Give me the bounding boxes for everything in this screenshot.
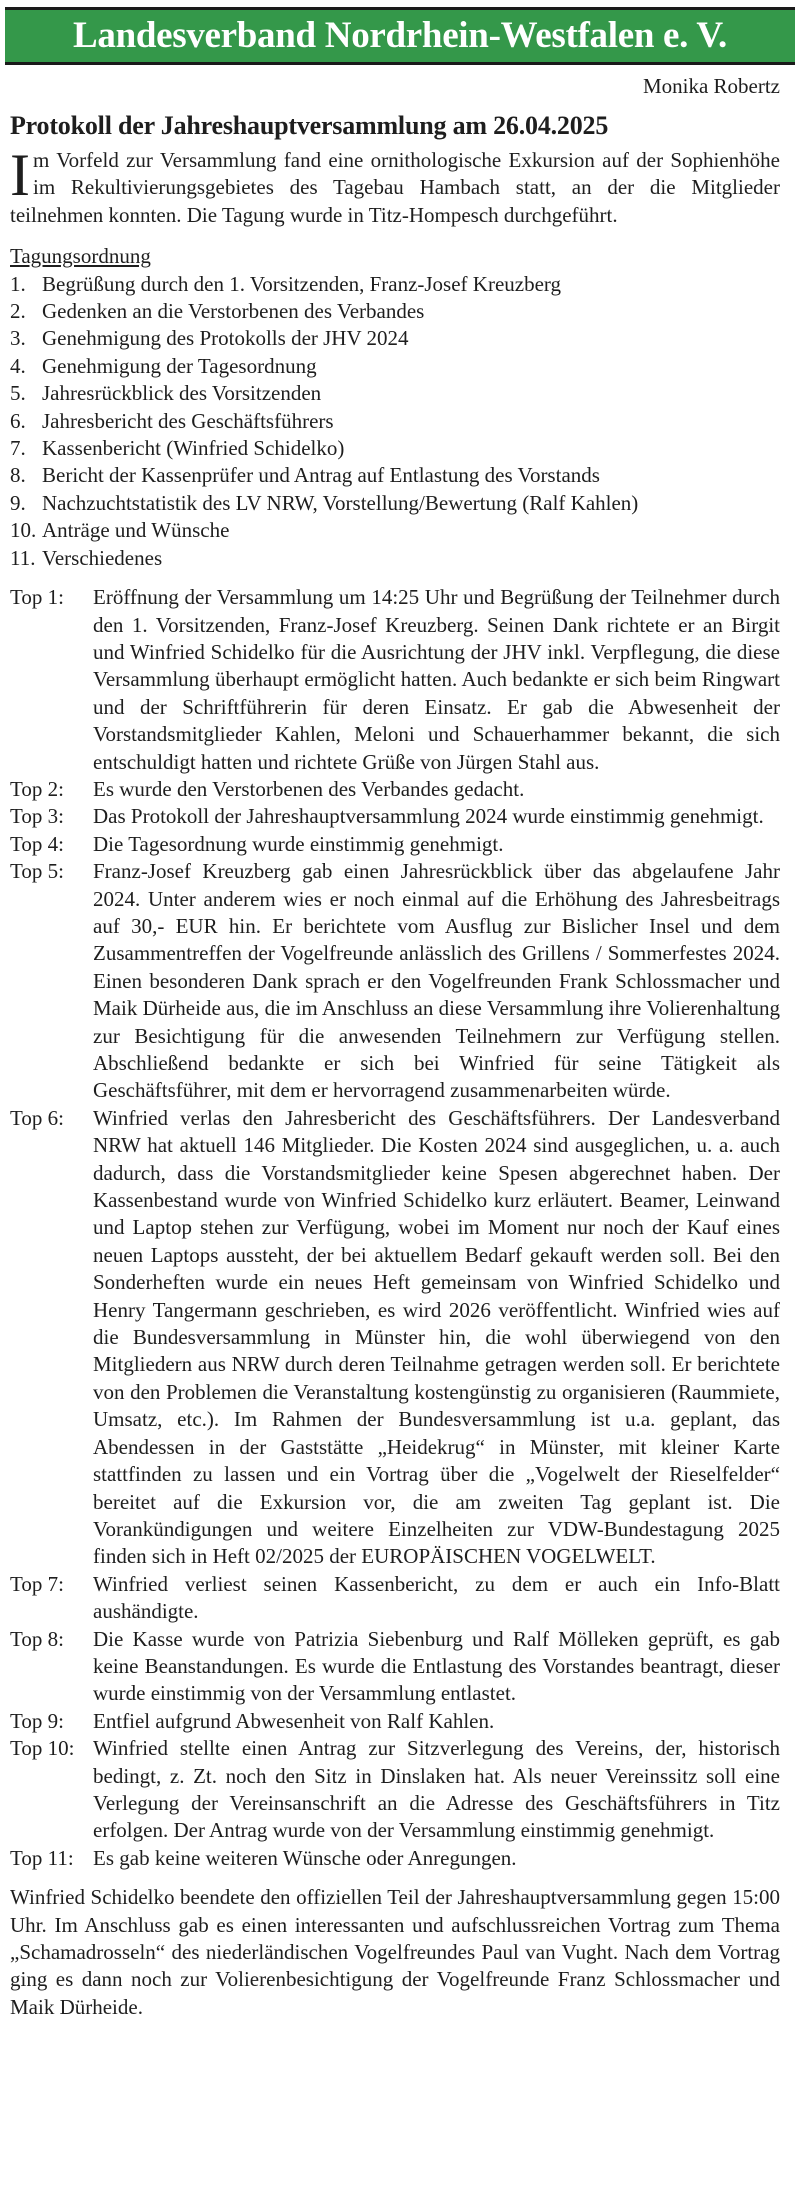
minutes-item: [10, 1708, 780, 1735]
minutes-item: [10, 776, 780, 803]
agenda-item-text: Genehmigung des Protokolls der JHV 2024: [42, 326, 409, 351]
minutes-item-label: Top 2:: [10, 776, 64, 801]
agenda-item: [10, 298, 780, 325]
minutes-item-label: Top 11:: [10, 1845, 74, 1870]
agenda-item-number: 11.: [10, 545, 36, 570]
minutes-item-label: Top 7:: [10, 1571, 64, 1596]
agenda-heading: Tagungsordnung: [10, 244, 151, 269]
agenda-item: [10, 462, 780, 489]
minutes-item-text: Es gab keine weiteren Wünsche oder Anregungen.: [93, 1845, 517, 1870]
agenda-item-text: Verschiedenes: [42, 545, 163, 570]
agenda-item-text: Jahresrückblick des Vorsitzenden: [42, 381, 322, 406]
agenda-item-number: 2.: [10, 299, 26, 324]
minutes-item-text: Das Protokoll der Jahreshauptversammlung 2024 wurde einstimmig genehmigt.: [93, 804, 764, 829]
agenda-item-number: 6.: [10, 408, 26, 433]
minutes-item-text: Winfried verliest seinen Kassenbericht, zu dem er auch ein Info-Blatt aushändigte.: [93, 1571, 780, 1624]
minutes-item-label: Top 4:: [10, 831, 64, 856]
minutes-item-label: Top 5:: [10, 859, 64, 884]
agenda-item-number: 4.: [10, 353, 26, 378]
agenda-item-number: 8.: [10, 463, 26, 488]
minutes-item-text: Franz-Josef Kreuzberg gab einen Jahresrückblick über das abgelaufene Jahr 2024. Unter anderem wies er noch einmal auf die Erhöhung des Jahresbeitrags auf 30,- EUR hin. Er berichtete vom Ausflug zur Bislicher Insel und dem Zusammentreffen der Vogelfreunde anlässlich des Grillens / Sommerfestes 2024. Einen besonderen Dank sprach er den Vogelfreunden Frank Schlossmacher und Maik Dürheide aus, die im Anschluss an diese Versammlung ihre Volierenhaltung zur Besichtigung für die anwesenden Teilnehmern zur Verfügung stellen. Abschließend bedankte er sich bei Winfried für seine Tätigkeit als Geschäftsführer, mit dem er hervorragend zusammenarbeiten würde.: [93, 859, 780, 1103]
agenda-item: [10, 271, 780, 298]
minutes-item: [10, 1571, 780, 1626]
agenda-item: [10, 353, 780, 380]
agenda-item-text: Anträge und Wünsche: [42, 518, 230, 543]
minutes-item: [10, 858, 780, 1105]
agenda-item: [10, 490, 780, 517]
agenda-item-text: Genehmigung der Tagesordnung: [42, 353, 317, 378]
minutes-item: [10, 803, 780, 830]
drop-cap: I: [10, 142, 30, 208]
agenda-item-number: 3.: [10, 326, 26, 351]
agenda-minutes: [10, 584, 780, 1872]
page-title: Protokoll der Jahreshauptversammlung am 26.04.2025: [10, 111, 609, 140]
minutes-item-label: Top 8:: [10, 1626, 64, 1651]
minutes-item-text: Eröffnung der Versammlung um 14:25 Uhr und Begrüßung der Teilnehmer durch den 1. Vorsitzenden, Franz-Josef Kreuzberg. Seinen Dank richtete er an Birgit und Winfried Schidelko für die Ausrichtung der JHV inkl. Verpflegung, die diese Versammlung überhaupt ermöglicht hatten. Auch bedankte er sich beim Ringwart und der Schriftführerin für deren Einsatz. Er gab die Abwesenheit der Vorstandsmitglieder Kahlen, Meloni und Schauerhammer bekannt, die sich entschuldigt hatten und richtete Grüße von Jürgen Stahl aus.: [93, 585, 780, 774]
minutes-item-text: Winfried stellte einen Antrag zur Sitzverlegung des Vereins, der, historisch bedingt, z. Zt. noch den Sitz in Dinslaken hat. Als neuer Vereinssitz soll eine Verlegung der Vereinsanschrift an die Adresse des Geschäftsführers in Titz erfolgen. Der Antrag wurde von der Versammlung einstimmig genehmigt.: [93, 1736, 780, 1843]
minutes-item-text: Die Tagesordnung wurde einstimmig genehmigt.: [93, 831, 504, 856]
agenda-list: [10, 271, 780, 572]
agenda-item-text: Nachzuchtstatistik des LV NRW, Vorstellung/Bewertung (Ralf Kahlen): [42, 490, 639, 515]
minutes-item: [10, 1845, 780, 1872]
agenda-item-text: Jahresbericht des Geschäftsführers: [42, 408, 334, 433]
minutes-item-text: Entfiel aufgrund Abwesenheit von Ralf Kahlen.: [93, 1708, 495, 1733]
agenda-item-number: 1.: [10, 271, 26, 296]
document-body: [0, 142, 800, 2021]
agenda-item-text: Begrüßung durch den 1. Vorsitzenden, Franz-Josef Kreuzberg: [42, 271, 562, 296]
minutes-item-label: Top 1:: [10, 585, 64, 610]
minutes-item: [10, 1735, 780, 1845]
agenda-item: [10, 545, 780, 572]
minutes-item: [10, 831, 780, 858]
agenda-item-number: 5.: [10, 381, 26, 406]
minutes-item-text: Die Kasse wurde von Patrizia Siebenburg und Ralf Mölleken geprüft, es gab keine Beanstandungen. Es wurde die Entlastung des Vorstandes beantragt, dieser wurde einstimmig von der Versammlung entlastet.: [93, 1626, 780, 1706]
agenda-item-number: 9.: [10, 490, 26, 515]
intro-paragraph: [10, 142, 780, 229]
minutes-item-label: Top 3:: [10, 804, 64, 829]
minutes-item-text: Es wurde den Verstorbenen des Verbandes gedacht.: [93, 776, 525, 801]
agenda-item-text: Gedenken an die Verstorbenen des Verbandes: [42, 299, 425, 324]
agenda-item: [10, 380, 780, 407]
minutes-item: [10, 584, 780, 776]
agenda-item: [10, 408, 780, 435]
agenda-item-number: 7.: [10, 436, 26, 461]
agenda-item: [10, 325, 780, 352]
minutes-item-label: Top 10:: [10, 1736, 75, 1761]
author-name: Monika Robertz: [642, 74, 780, 98]
minutes-item-text: Winfried verlas den Jahresbericht des Geschäftsführers. Der Landesverband NRW hat aktuell 146 Mitglieder. Die Kosten 2024 sind ausgeglichen, u. a. auch dadurch, dass die Vorstandsmitglieder keine Spesen abgerechnet haben. Der Kassenbestand wurde von Winfried Schidelko kurz erläutert. Beamer, Leinwand und Laptop stehen zur Verfügung, wobei im Moment nur noch der Kauf eines neuen Laptops aussteht, der bei aktuellem Bedarf gekauft werden soll. Bei den Sonderheften wurde ein neues Heft gemeinsam von Winfried Schidelko und Henry Tangermann geschrieben, es wird 2026 veröffentlicht. Winfried wies auf die Bundesversammlung in Münster hin, die wohl überwiegend von den Mitgliedern aus NRW durch deren Teilnahme getragen werden soll. Er berichtete von den Problemen die Veranstaltung kostengünstig zu organisieren (Raummiete, Umsatz, etc.). Im Rahmen der Bundesversammlung ist u.a. geplant, das Abendessen in der Gaststätte „Heidekrug“ in Münster, mit kleiner Karte stattfinden zu lassen und ein Vortrag über die „Vogelwelt der Rieselfelder“ bereitet auf die Exkursion vor, die am zweiten Tag geplant ist. Die Vorankündigungen und weitere Einzelheiten zur VDW-Bundestagung 2025 finden sich in Heft 02/2025 der EUROPÄISCHEN VOGELWELT.: [93, 1105, 780, 1569]
intro-text: m Vorfeld zur Versammlung fand eine ornithologische Exkursion auf der Sophienhöhe im Rekultivierungsgebietes des Tagebau Hambach statt, an der die Mitglieder teilnehmen konnten. Die Tagung wurde in Titz-Hompesch durchgeführt.: [10, 148, 780, 227]
agenda-item: [10, 435, 780, 462]
minutes-item: [10, 1105, 780, 1571]
agenda-item-number: 10.: [10, 518, 37, 543]
minutes-item: [10, 1626, 780, 1708]
closing-paragraph: Winfried Schidelko beendete den offiziellen Teil der Jahreshauptversammlung gegen 15:00 Uhr. Im Anschluss gab es einen interessanten und aufschlussreichen Vortrag zum Thema „Schamadrosseln“ des niederländischen Vogelfreundes Paul van Vught. Nach dem Vortrag ging es dann noch zur Volierenbesichtigung der Vogelfreunde Franz Schlossmacher und Maik Dürheide.: [10, 1885, 780, 2019]
header-banner: Landesverband Nordrhein-Westfalen e. V.: [5, 7, 795, 65]
agenda-item-text: Bericht der Kassenprüfer und Antrag auf Entlastung des Vorstands: [42, 463, 600, 488]
agenda-item: [10, 517, 780, 544]
agenda-item-text: Kassenbericht (Winfried Schidelko): [42, 436, 345, 461]
minutes-item-label: Top 6:: [10, 1105, 64, 1130]
minutes-item-label: Top 9:: [10, 1708, 64, 1733]
